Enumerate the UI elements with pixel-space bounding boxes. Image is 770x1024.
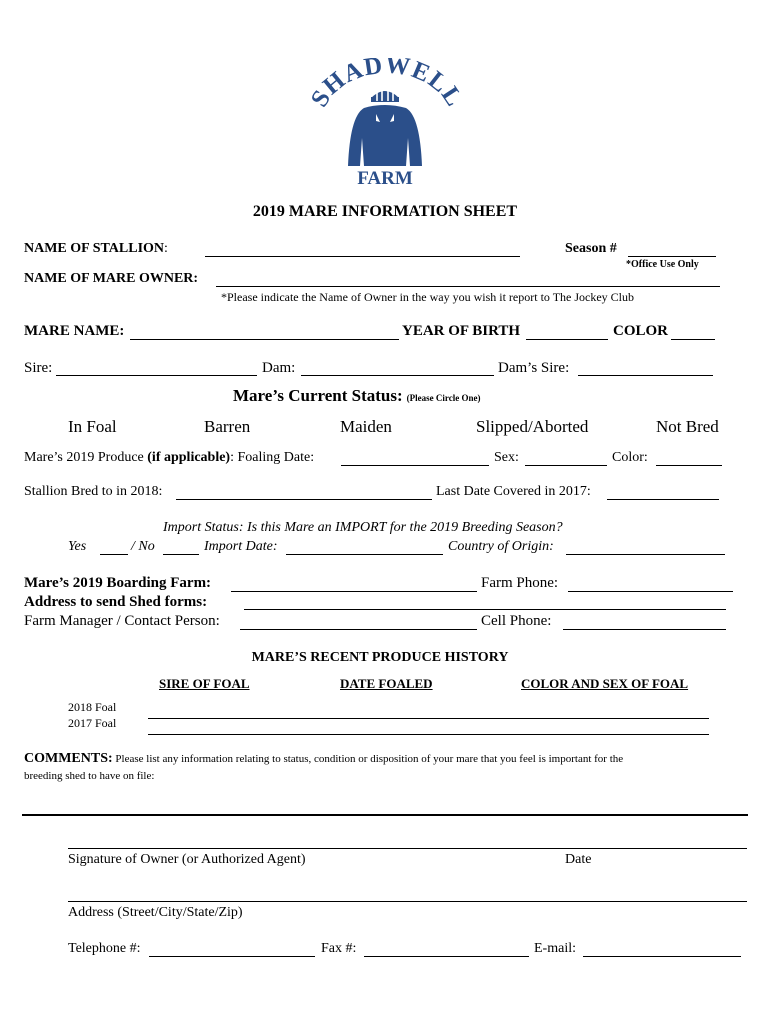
year-birth-label: YEAR OF BIRTH — [402, 323, 521, 339]
import-no-field[interactable] — [163, 554, 199, 555]
mare-name-label: MARE NAME: — [24, 323, 125, 339]
telephone-label: Telephone #: — [68, 941, 141, 956]
fax-field[interactable] — [364, 956, 529, 957]
telephone-field[interactable] — [149, 956, 315, 957]
comments-field[interactable] — [22, 814, 748, 816]
stallion-bred-field[interactable] — [176, 499, 432, 500]
import-yes-field[interactable] — [100, 554, 128, 555]
produce-label-b: (if applicable) — [147, 450, 231, 465]
fax-label: Fax #: — [321, 941, 357, 956]
email-label: E-mail: — [534, 941, 576, 956]
import-no-label: / No — [131, 539, 155, 554]
year-birth-field[interactable] — [526, 339, 608, 340]
dam-field[interactable] — [301, 375, 494, 376]
comments-line-1 — [24, 751, 623, 767]
office-use-note: *Office Use Only — [626, 259, 699, 270]
status-title: Mare’s Current Status: — [233, 386, 403, 405]
status-option-barren[interactable]: Barren — [204, 417, 251, 436]
history-row-2018-field[interactable] — [148, 718, 709, 719]
country-origin-label: Country of Origin: — [448, 539, 554, 554]
color-label: COLOR — [613, 323, 669, 339]
import-date-field[interactable] — [286, 554, 443, 555]
shed-address-field[interactable] — [244, 609, 726, 610]
owner-note: *Please indicate the Name of Owner in the way you wish it report to The Jockey Club — [221, 290, 635, 304]
status-option-slipped[interactable]: Slipped/Aborted — [476, 417, 589, 436]
status-option-in-foal[interactable]: In Foal — [68, 417, 117, 436]
email-field[interactable] — [583, 956, 741, 957]
comments-text-b: breeding shed to have on file: — [24, 770, 155, 782]
page-title: 2019 MARE INFORMATION SHEET — [252, 203, 518, 220]
farm-manager-field[interactable] — [240, 629, 477, 630]
boarding-farm-field[interactable] — [231, 591, 477, 592]
history-col-date: DATE FOALED — [340, 676, 433, 691]
produce-label-c: : Foaling Date: — [230, 450, 315, 465]
mare-name-field[interactable] — [130, 339, 399, 340]
history-row-2017: 2017 Foal — [68, 716, 117, 730]
season-label: Season # — [565, 241, 617, 256]
status-option-maiden[interactable]: Maiden — [340, 417, 392, 436]
owner-label: NAME OF MARE OWNER: — [24, 271, 199, 286]
comments-text-a: Please list any information relating to status, condition or disposition of your mare that you feel is important for the — [112, 753, 624, 765]
date-label: Date — [565, 852, 592, 867]
boarding-farm-label: Mare’s 2019 Boarding Farm: — [24, 575, 212, 591]
status-option-not-bred[interactable]: Not Bred — [656, 417, 719, 436]
dam-label: Dam: — [262, 360, 296, 376]
signature-label: Signature of Owner (or Authorized Agent) — [68, 852, 306, 867]
shed-address-label: Address to send Shed forms: — [24, 594, 208, 610]
dams-sire-label: Dam’s Sire: — [498, 360, 570, 376]
sex-label: Sex: — [494, 450, 519, 465]
import-yes-label: Yes — [68, 539, 87, 554]
signature-field[interactable] — [68, 848, 747, 849]
last-covered-label: Last Date Covered in 2017: — [436, 484, 591, 499]
owner-field[interactable] — [216, 286, 720, 287]
history-col-sire: SIRE OF FOAL — [159, 676, 250, 691]
address-field[interactable] — [68, 901, 747, 902]
produce-label-a: Mare’s 2019 Produce — [24, 450, 148, 465]
farm-phone-label: Farm Phone: — [481, 575, 559, 591]
import-question: Import Status: Is this Mare an IMPORT for the 2019 Breeding Season? — [163, 520, 563, 535]
season-field[interactable] — [628, 256, 716, 257]
status-heading — [233, 386, 480, 406]
stallion-label-colon: : — [164, 241, 168, 256]
logo-arc-text: SHADWELL — [305, 58, 468, 112]
cell-phone-field[interactable] — [563, 629, 726, 630]
farm-manager-label: Farm Manager / Contact Person: — [24, 613, 220, 629]
jockey-silks-icon — [300, 58, 470, 188]
address-label: Address (Street/City/State/Zip) — [68, 905, 243, 920]
color2-field[interactable] — [656, 465, 722, 466]
status-note: (Please Circle One) — [406, 393, 481, 403]
foaling-date-field[interactable] — [341, 465, 489, 466]
last-covered-field[interactable] — [607, 499, 719, 500]
history-row-2018: 2018 Foal — [68, 700, 117, 714]
svg-text:SHADWELL — [306, 58, 468, 112]
country-origin-field[interactable] — [566, 554, 725, 555]
sex-field[interactable] — [525, 465, 607, 466]
produce-label — [24, 450, 314, 466]
history-row-2017-field[interactable] — [148, 734, 709, 735]
logo-farm-text: FARM — [357, 168, 413, 188]
import-date-label: Import Date: — [204, 539, 278, 554]
produce-history-title: MARE’S RECENT PRODUCE HISTORY — [251, 650, 509, 665]
color-field[interactable] — [671, 339, 715, 340]
sire-label: Sire: — [24, 360, 53, 376]
stallion-bred-label: Stallion Bred to in 2018: — [24, 484, 163, 499]
history-col-color-sex: COLOR AND SEX OF FOAL — [521, 676, 689, 691]
cell-phone-label: Cell Phone: — [481, 613, 552, 629]
sire-field[interactable] — [56, 375, 257, 376]
stallion-label — [24, 241, 168, 257]
dams-sire-field[interactable] — [578, 375, 713, 376]
shadwell-farm-logo — [300, 58, 470, 188]
color2-label: Color: — [612, 450, 648, 465]
stallion-label-text: NAME OF STALLION — [24, 241, 165, 256]
stallion-field[interactable] — [205, 256, 520, 257]
farm-phone-field[interactable] — [568, 591, 733, 592]
comments-label: COMMENTS: — [24, 751, 113, 766]
